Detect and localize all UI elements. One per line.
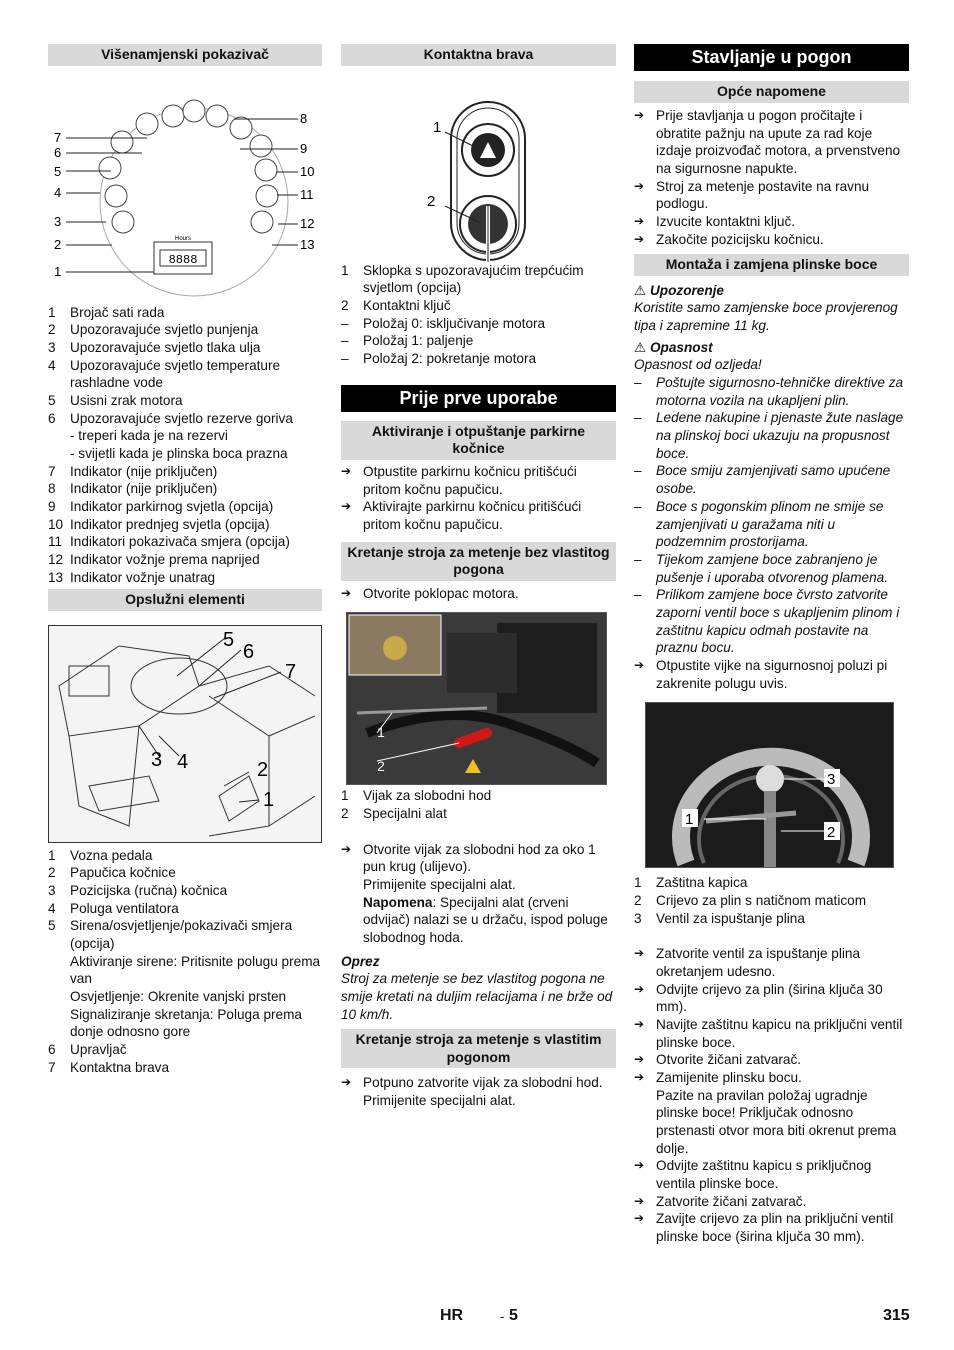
list-item: ➔ Zavijte crijevo za plin na priključni ventil plinske boce (širina ključa 30 mm). xyxy=(634,1210,909,1245)
callout-4: 4 xyxy=(54,184,62,200)
gas-photo-list xyxy=(634,874,909,927)
indicator-figure xyxy=(48,66,322,304)
danger-triangle-icon: ⚠ xyxy=(634,339,647,355)
list-item: ➔ Odvijte zaštitnu kapicu s priključnog ventila plinske boce. xyxy=(634,1157,909,1192)
list-item: – Poštujte sigurnosno-tehničke direktive za motorna vozila na ukapljeni plin. xyxy=(634,374,909,409)
callout-6: 6 xyxy=(54,144,62,160)
general-steps xyxy=(634,107,909,248)
callout-11: 11 xyxy=(300,186,314,202)
list-item: 1 Brojač sati rada xyxy=(48,304,165,320)
control5-sub-2: Osvjetljenje: Okrenite vanjski prsten xyxy=(70,989,287,1005)
warning-row: ⚠ Upozorenje xyxy=(634,282,724,298)
controls-drawing xyxy=(49,626,315,840)
list-item: 6 Upozoravajuće svjetlo rezerve goriva xyxy=(48,410,293,426)
list-item: 1 Vozna pedala xyxy=(48,847,153,863)
fuel-sub-2: - svijetli kada je plinska boca prazna xyxy=(70,445,288,461)
controls-figure xyxy=(48,625,322,843)
list-item: ➔ Prije stavljanja u pogon pročitajte i obratite pažnju na upute za rad koje izdaje proizvođač motora, a prvenstveno na sigurnosne napukte. xyxy=(634,107,909,178)
footer-page-local: 5 xyxy=(509,1307,518,1324)
replace-note: Pazite na pravilan položaj ugradnje plinske boce! Priključak odnosno prstenasti otvor mora biti okrenut prema dolje. xyxy=(656,1087,897,1156)
list-item: ➔ Zakočite pozicijsku kočnicu. xyxy=(634,231,909,249)
ignition-diagram xyxy=(341,66,616,262)
list-item: ➔ Zatvorite ventil za ispuštanje plina okretanjem udesno. xyxy=(634,945,909,980)
footer-separator: - xyxy=(500,1309,505,1324)
drive-steps xyxy=(341,1074,616,1092)
danger-text: Opasnost od ozljeda! xyxy=(634,357,762,373)
fuel-sub-1: - treperi kada je na rezervi xyxy=(70,428,228,444)
list-item: 11 Indikatori pokazivača smjera (opcija) xyxy=(48,534,290,550)
footer-page-number: 315 xyxy=(883,1307,910,1324)
controls-callout-3: 3 xyxy=(151,748,163,771)
main-heading-before-use: Prije prve uporabe xyxy=(341,385,616,412)
photo-list xyxy=(341,787,616,822)
note-text: Napomena: Specijalni alat (crveni odvijač) nalazi se u držaču, ispod poluge slobodnog hoda. xyxy=(363,894,608,945)
section-heading-brake: Aktiviranje i otpuštanje parkirne kočnice xyxy=(341,421,616,460)
list-item: – Boce s pogonskim plinom ne smije se zamjenjivati u garažama niti u podzemnim prostorijama. xyxy=(634,498,909,551)
list-item: – Položaj 1: paljenje xyxy=(341,333,474,349)
ignition-callout-1: 1 xyxy=(433,118,442,136)
list-item: 7 Indikator (nije priključen) xyxy=(48,463,218,479)
callout-13: 13 xyxy=(300,236,315,252)
caution-text: Stroj za metenje se bez vlastitog pogona ne smije kretati na duljim relacijama i ne brže od 10 km/h. xyxy=(341,971,613,1022)
gauge-hours-label: Hours xyxy=(174,235,192,242)
photo-callout-1: 1 xyxy=(377,724,385,741)
list-item: ➔ Otvorite poklopac motora. xyxy=(341,585,616,603)
gas-photo-callout-2: 2 xyxy=(827,824,836,842)
list-item: ➔ Aktivirajte parkirnu kočnicu pritišćući pritom kočnu papučicu. xyxy=(341,498,616,533)
controls-callout-1: 1 xyxy=(263,788,275,811)
controls-callout-4: 4 xyxy=(177,750,189,773)
control5-sub-3: Signaliziranje skretanja: Poluga prema donje odnosno gore xyxy=(70,1006,302,1040)
controls-list-2 xyxy=(48,1041,322,1076)
list-item: – Prilikom zamjene boce čvrsto zatvorite zaporni ventil boce s ukapljenim plinom i zaštitnu kapicu odmah postavite na praznu bocu. xyxy=(634,586,909,657)
list-item: 2 Crijevo za plin s natičnom maticom xyxy=(634,892,867,908)
danger-row: ⚠ Opasnost xyxy=(634,339,713,355)
list-item: ➔ Izvucite kontaktni ključ. xyxy=(634,213,909,231)
warning-text: Koristite samo zamjenske boce provjerenog tipa i zapremine 11 kg. xyxy=(634,300,898,334)
ignition-figure xyxy=(341,66,616,262)
controls-list xyxy=(48,847,322,953)
list-item: ➔ Otvorite vijak za slobodni hod za oko 1 pun krug (ulijevo). xyxy=(341,841,616,876)
list-item: 1 Zaštitna kapica xyxy=(634,875,748,891)
list-item: 7 Kontaktna brava xyxy=(48,1059,169,1075)
section-heading-move-no-drive: Kretanje stroja za metenje bez vlastitog pogona xyxy=(341,542,616,581)
freewheel-photo-drawing xyxy=(347,613,606,784)
list-item: – Položaj 2: pokretanje motora xyxy=(341,350,537,366)
list-item: – Boce smiju zamjenjivati samo upućene osobe. xyxy=(634,462,909,497)
caution-label: Oprez xyxy=(341,953,380,969)
freewheel-steps xyxy=(341,841,616,876)
list-item: 3 Pozicijska (ručna) kočnica xyxy=(48,883,228,899)
list-item: ➔ Potpuno zatvorite vijak za slobodni hod. xyxy=(341,1074,616,1092)
callout-3: 3 xyxy=(54,213,62,229)
move-steps xyxy=(341,585,616,603)
list-item: 5 Sirena/osvjetljenje/pokazivači smjera (opcija) xyxy=(48,918,293,952)
lever-step xyxy=(634,657,909,692)
gas-bottle-photo-drawing xyxy=(646,703,893,867)
photo-callout-2: 2 xyxy=(377,758,385,775)
section-heading-indicator: Višenamjenski pokazivač xyxy=(48,44,322,66)
footer-language: HR xyxy=(440,1307,464,1324)
list-item: 9 Indikator parkirnog svjetla (opcija) xyxy=(48,498,274,514)
callout-12: 12 xyxy=(300,215,315,231)
controls-callout-5: 5 xyxy=(223,628,235,651)
list-item: 4 Upozoravajuće svjetlo temperature rashladne vode xyxy=(48,357,281,391)
column-3 xyxy=(634,44,909,1246)
list-item: ➔ Odvijte crijevo za plin (širina ključa 30 mm). xyxy=(634,981,909,1016)
gas-steps-2 xyxy=(634,1157,909,1245)
danger-list xyxy=(634,374,909,657)
section-heading-ignition: Kontaktna brava xyxy=(341,44,616,66)
list-item: – Tijekom zamjene boce zabranjeno je pušenje i uporaba otvorenog plamena. xyxy=(634,551,909,586)
multifunction-gauge-diagram xyxy=(48,66,322,304)
list-item: 1 Sklopka s upozoravajućim trepćućim svjetlom (opcija) xyxy=(341,262,584,296)
list-item: 8 Indikator (nije priključen) xyxy=(48,481,218,497)
list-item: ➔ Navijte zaštitnu kapicu na priključni ventil plinske boce. xyxy=(634,1016,909,1051)
list-item: 2 Papučica kočnice xyxy=(48,865,176,881)
gas-steps xyxy=(634,945,909,1086)
list-item: – Položaj 0: isključivanje motora xyxy=(341,315,546,331)
callout-10: 10 xyxy=(300,163,315,179)
ignition-list xyxy=(341,262,616,368)
list-item: ➔ Otpustite parkirnu kočnicu pritišćući pritom kočnu papučicu. xyxy=(341,463,616,498)
gas-bottle-photo xyxy=(645,702,894,868)
gauge-hour-display: 8888 xyxy=(168,252,198,267)
section-heading-gas: Montaža i zamjena plinske boce xyxy=(634,254,909,276)
list-item: – Ledene nakupine i pjenaste žute naslage na plinskoj boci ukazuju na propusnost boce. xyxy=(634,409,909,462)
brake-steps xyxy=(341,463,616,534)
list-item: ➔ Otpustite vijke na sigurnosnoj poluzi pi zakrenite polugu uvis. xyxy=(634,657,909,692)
list-item: 13 Indikator vožnje unatrag xyxy=(48,569,216,585)
list-item: 2 Specijalni alat xyxy=(341,805,447,821)
list-item: 2 Upozoravajuće svjetlo punjenja xyxy=(48,322,259,338)
gas-photo-callout-1: 1 xyxy=(685,811,694,829)
column-2 xyxy=(341,44,616,1110)
use-tool-text-2: Primijenite specijalni alat. xyxy=(363,1093,516,1109)
ignition-callout-2: 2 xyxy=(427,192,436,210)
section-heading-controls: Opslužni elementi xyxy=(48,589,322,611)
list-item: 5 Usisni zrak motora xyxy=(48,392,183,408)
main-heading-startup: Stavljanje u pogon xyxy=(634,44,909,71)
callout-7: 7 xyxy=(54,129,62,145)
freewheel-photo xyxy=(346,612,607,785)
callout-8: 8 xyxy=(300,110,308,126)
list-item: ➔ Zamijenite plinsku bocu. xyxy=(634,1069,909,1087)
list-item: 3 Ventil za ispuštanje plina xyxy=(634,910,805,926)
section-heading-move-drive: Kretanje stroja za metenje s vlastitim pogonom xyxy=(341,1029,616,1068)
list-item: 10 Indikator prednjeg svjetla (opcija) xyxy=(48,516,270,532)
list-item: ➔ Zatvorite žičani zatvarač. xyxy=(634,1193,909,1211)
controls-callout-6: 6 xyxy=(243,640,255,663)
list-item: 1 Vijak za slobodni hod xyxy=(341,788,492,804)
list-item: 6 Upravljač xyxy=(48,1042,127,1058)
callout-9: 9 xyxy=(300,140,308,156)
list-item: 12 Indikator vožnje prema naprijed xyxy=(48,551,260,567)
use-tool-text: Primijenite specijalni alat. xyxy=(363,876,516,892)
indicator-list xyxy=(48,304,322,428)
callout-2: 2 xyxy=(54,236,62,252)
controls-callout-7: 7 xyxy=(285,660,297,683)
gas-photo-callout-3: 3 xyxy=(827,771,836,789)
list-item: ➔ Stroj za metenje postavite na ravnu podlogu. xyxy=(634,178,909,213)
list-item: 3 Upozoravajuće svjetlo tlaka ulja xyxy=(48,339,261,355)
list-item: ➔ Otvorite žičani zatvarač. xyxy=(634,1051,909,1069)
warning-triangle-icon: ⚠ xyxy=(634,282,647,298)
section-heading-general: Opće napomene xyxy=(634,81,909,103)
controls-callout-2: 2 xyxy=(257,758,269,781)
indicator-list-2 xyxy=(48,463,322,587)
column-1 xyxy=(48,44,322,1076)
list-item: 4 Poluga ventilatora xyxy=(48,900,179,916)
callout-1: 1 xyxy=(54,263,62,279)
control5-sub-1: Aktiviranje sirene: Pritisnite polugu prema van xyxy=(70,953,321,987)
callout-5: 5 xyxy=(54,163,62,179)
list-item: 2 Kontaktni ključ xyxy=(341,297,451,313)
